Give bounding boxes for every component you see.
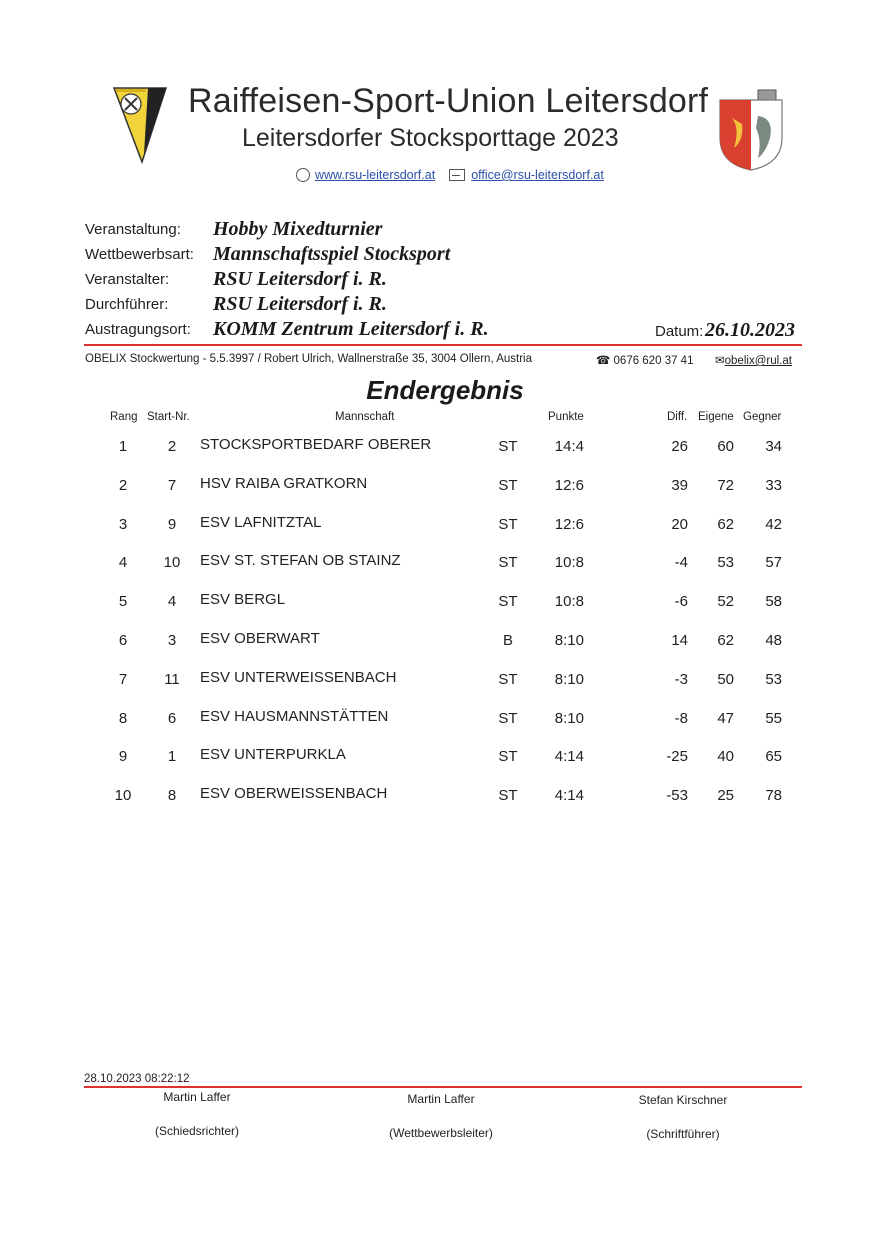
cell-diff: -4 xyxy=(674,554,688,572)
cell-opp: 65 xyxy=(765,748,782,766)
cell-diff: -25 xyxy=(666,748,688,766)
col-header-team: Mannschaft xyxy=(335,411,395,423)
cell-points: 10:8 xyxy=(554,593,584,611)
cell-diff: -53 xyxy=(666,787,688,805)
signature-role-referee: (Schiedsrichter) xyxy=(154,1124,240,1138)
cell-start: 2 xyxy=(167,438,177,455)
cell-rang: 10 xyxy=(114,787,132,805)
cell-opp: 34 xyxy=(765,438,782,455)
cell-points: 12:6 xyxy=(554,476,584,494)
cell-own: 25 xyxy=(717,787,734,805)
contact-links xyxy=(296,168,604,182)
cell-class: ST xyxy=(498,748,518,766)
cell-diff: 39 xyxy=(671,476,688,494)
cell-points: 4:14 xyxy=(554,748,584,766)
cell-class: ST xyxy=(498,670,518,688)
signature-name-secretary: Stefan Kirschner xyxy=(638,1093,728,1107)
cell-diff: -8 xyxy=(674,709,688,727)
software-phone: ☎ 0676 620 37 41 xyxy=(596,355,694,367)
cell-class: ST xyxy=(498,787,518,805)
cell-own: 47 xyxy=(717,709,734,727)
cell-start: 6 xyxy=(167,709,177,727)
cell-points: 14:4 xyxy=(554,438,584,455)
cell-own: 72 xyxy=(717,476,734,494)
cell-own: 40 xyxy=(717,748,734,766)
phone-icon: ☎ xyxy=(596,355,611,367)
cell-class: ST xyxy=(498,554,518,572)
cell-diff: -3 xyxy=(674,670,688,688)
cell-points: 8:10 xyxy=(554,670,584,688)
cell-start: 1 xyxy=(167,748,177,766)
envelope-icon: ✉ xyxy=(715,355,725,367)
email-link[interactable]: office@rsu-leitersdorf.at xyxy=(471,168,604,182)
cell-own: 53 xyxy=(717,554,734,572)
cell-team: ESV UNTERPURKLA xyxy=(200,746,346,764)
cell-team: ESV ST. STEFAN OB STAINZ xyxy=(200,552,401,570)
cell-start: 8 xyxy=(167,787,177,805)
cell-diff: 20 xyxy=(671,515,688,533)
cell-team: ESV HAUSMANNSTÄTTEN xyxy=(200,707,389,725)
cell-class: ST xyxy=(498,515,518,533)
cell-rang: 7 xyxy=(118,670,128,688)
date-value: 26.10.2023 xyxy=(705,319,795,341)
cell-points: 4:14 xyxy=(554,787,584,805)
col-header-points: Punkte xyxy=(548,411,584,423)
cell-opp: 53 xyxy=(765,670,782,688)
cell-rang: 8 xyxy=(118,709,128,727)
cell-class: ST xyxy=(498,709,518,727)
info-label-organizer: Veranstalter: xyxy=(85,271,170,288)
col-header-opp: Gegner xyxy=(743,411,782,423)
page-title: Raiffeisen-Sport-Union Leitersdorf xyxy=(188,82,709,120)
cell-opp: 48 xyxy=(765,632,782,649)
cell-diff: 26 xyxy=(671,438,688,455)
col-header-own: Eigene xyxy=(698,411,734,423)
cell-opp: 55 xyxy=(765,709,782,727)
mail-icon xyxy=(449,169,465,181)
cell-own: 52 xyxy=(717,593,734,611)
date-label: Datum: xyxy=(655,323,704,340)
signature-role-director: (Wettbewerbsleiter) xyxy=(389,1126,493,1140)
cell-points: 8:10 xyxy=(554,709,584,727)
cell-start: 9 xyxy=(167,515,177,533)
cell-team: ESV LAFNITZTAL xyxy=(200,513,322,531)
col-header-rang: Rang xyxy=(110,411,138,423)
cell-start: 7 xyxy=(167,476,177,494)
cell-rang: 2 xyxy=(118,476,128,494)
cell-team: ESV BERGL xyxy=(200,591,286,609)
print-timestamp: 28.10.2023 08:22:12 xyxy=(84,1073,190,1085)
cell-opp: 57 xyxy=(765,554,782,572)
col-header-start: Start-Nr. xyxy=(147,411,190,423)
page-subtitle: Leitersdorfer Stocksporttage 2023 xyxy=(242,124,619,152)
info-value-venue: KOMM Zentrum Leitersdorf i. R. xyxy=(213,318,489,340)
signature-name-referee: Martin Laffer xyxy=(163,1090,231,1104)
cell-start: 4 xyxy=(167,593,177,611)
cell-start: 11 xyxy=(164,670,180,688)
signature-name-director: Martin Laffer xyxy=(407,1092,475,1106)
cell-opp: 58 xyxy=(765,593,782,611)
cell-points: 10:8 xyxy=(554,554,584,572)
cell-rang: 1 xyxy=(118,438,128,455)
cell-class: ST xyxy=(498,476,518,494)
col-header-diff: Diff. xyxy=(667,411,688,423)
website-link[interactable]: www.rsu-leitersdorf.at xyxy=(315,168,436,182)
cell-rang: 4 xyxy=(118,554,128,572)
cell-team: ESV OBERWART xyxy=(200,630,320,647)
info-label-executor: Durchführer: xyxy=(85,296,169,313)
cell-diff: -6 xyxy=(674,593,688,611)
info-label-venue: Austragungsort: xyxy=(85,321,191,338)
cell-own: 62 xyxy=(717,632,734,649)
cell-own: 50 xyxy=(717,670,734,688)
cell-own: 60 xyxy=(717,438,734,455)
cell-start: 10 xyxy=(163,554,181,572)
cell-team: ESV UNTERWEISSENBACH xyxy=(200,668,397,686)
cell-rang: 3 xyxy=(118,515,128,533)
cell-start: 3 xyxy=(167,632,177,649)
cell-opp: 42 xyxy=(765,515,782,533)
globe-icon xyxy=(296,168,310,182)
info-value-organizer: RSU Leitersdorf i. R. xyxy=(213,268,387,290)
software-email: ✉obelix@rul.at xyxy=(715,355,792,367)
cell-opp: 33 xyxy=(765,476,782,494)
info-label-event: Veranstaltung: xyxy=(85,221,181,238)
cell-rang: 9 xyxy=(118,748,128,766)
signature-role-secretary: (Schriftführer) xyxy=(646,1127,720,1141)
info-value-competition: Mannschaftsspiel Stocksport xyxy=(213,243,451,265)
cell-points: 12:6 xyxy=(554,515,584,533)
cell-own: 62 xyxy=(717,515,734,533)
divider-line xyxy=(84,344,802,346)
cell-team: ESV OBERWEISSENBACH xyxy=(200,785,388,803)
software-credit: OBELIX Stockwertung - 5.5.3997 / Robert Ulrich, Wallnerstraße 35, 3004 Ollern, Austria xyxy=(85,353,533,365)
cell-opp: 78 xyxy=(765,787,782,805)
results-heading: Endergebnis xyxy=(366,375,524,405)
info-value-executor: RSU Leitersdorf i. R. xyxy=(213,293,387,315)
footer-divider xyxy=(84,1086,802,1088)
info-value-event: Hobby Mixedturnier xyxy=(213,218,383,240)
cell-rang: 5 xyxy=(118,593,128,611)
cell-class: B xyxy=(502,632,513,649)
cell-rang: 6 xyxy=(118,632,128,649)
cell-team: HSV RAIBA GRATKORN xyxy=(200,474,368,492)
cell-team: STOCKSPORTBEDARF OBERER xyxy=(200,436,432,453)
cell-class: ST xyxy=(498,593,518,611)
info-label-competition: Wettbewerbsart: xyxy=(85,246,194,263)
cell-diff: 14 xyxy=(671,632,688,649)
club-pennant-logo xyxy=(112,84,168,166)
coat-of-arms-logo xyxy=(718,88,784,172)
cell-class: ST xyxy=(498,438,518,455)
cell-points: 8:10 xyxy=(554,632,584,649)
